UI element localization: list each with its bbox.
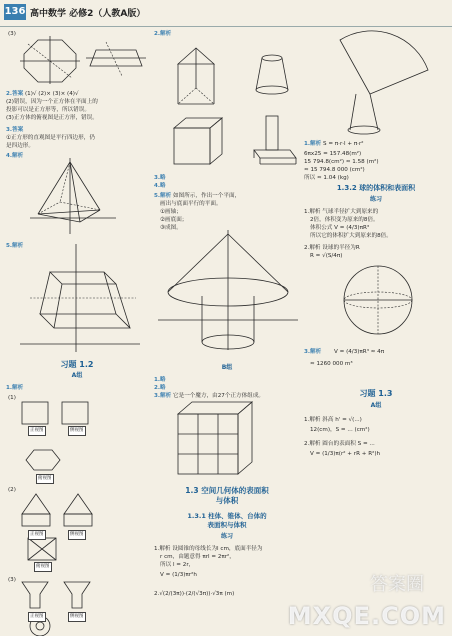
q5-text-3: ①画轴； bbox=[160, 209, 182, 215]
cone-cylinder-figure bbox=[158, 230, 298, 360]
side-view-label-1: 侧视图 bbox=[68, 426, 86, 436]
p4-text: V = (1/3)πr²h bbox=[160, 572, 197, 578]
watermark-url: MXQE.COM bbox=[287, 602, 446, 630]
q4-label-c2: 4.略 bbox=[154, 183, 166, 189]
q2-answer: (1)√ (2)× (3)× (4)√ bbox=[25, 91, 79, 97]
q5-text-2: 画出与底面平行的平面。 bbox=[160, 201, 222, 207]
section-132: 1.3.2 球的体积和表面积 bbox=[336, 184, 416, 192]
c3-a1: 1.解析 斜高 h' = √(...) bbox=[304, 417, 362, 423]
q5-text-4: ②画底面； bbox=[160, 217, 188, 223]
prism-figure bbox=[170, 44, 230, 114]
book-title: 高中数学 必修2（人教A版） bbox=[30, 9, 146, 19]
q1-text5-c3: 所以 ≈ 1.04 (kg) bbox=[304, 175, 349, 181]
side-view-label-2: 侧视图 bbox=[68, 530, 86, 540]
rubiks-cube-figure bbox=[174, 398, 264, 478]
c3-p5: 2.解析 设球的半径为R bbox=[304, 245, 360, 251]
front-view-label-3: 正视图 bbox=[28, 612, 46, 622]
frustum-figure bbox=[20, 244, 140, 354]
c3-p1: 1.解析 气球半径扩大到原来的 bbox=[304, 209, 379, 215]
q3-answer-label: 3.答案 bbox=[6, 127, 24, 133]
q3-answer-1: ①正方形的直观图是平行四边形，仍 bbox=[6, 135, 95, 141]
views-set-3 bbox=[18, 578, 138, 636]
q3-label-c2: 3.略 bbox=[154, 175, 166, 181]
top-view-label-2: 俯视图 bbox=[34, 562, 52, 572]
top-view-label-1: 俯视图 bbox=[36, 474, 54, 484]
sub-3: (3) bbox=[8, 577, 16, 583]
column-left bbox=[6, 30, 148, 630]
sub-2: (2) bbox=[8, 487, 16, 493]
front-view-label-1: 正视图 bbox=[28, 426, 46, 436]
column-right bbox=[304, 30, 448, 630]
q4-label: 4.解析 bbox=[6, 153, 24, 159]
section-13: 1.3 空间几何体的表面积 bbox=[185, 486, 269, 495]
cup-figure bbox=[250, 50, 300, 100]
side-view-label-3: 侧视图 bbox=[68, 612, 86, 622]
q3-b-label: 3.解析 bbox=[154, 393, 172, 399]
c3-p8: V = (4/3)πR³ ≈ 4π bbox=[334, 349, 385, 355]
section-13b: 与体积 bbox=[215, 496, 239, 505]
c3-p2: 2倍，体积变为原来的8倍。 bbox=[310, 217, 379, 223]
c3-p6: R = √(S/4π) bbox=[310, 253, 343, 259]
q1-b: 1.略 bbox=[154, 377, 166, 383]
q2-b: 2.略 bbox=[154, 385, 166, 391]
group-a-13: A组 bbox=[370, 402, 382, 409]
q1-text-c3: S = π·r·l + π·r² bbox=[323, 141, 364, 147]
sector-cone-figure bbox=[310, 30, 440, 140]
q2-label-c2: 2.解析 bbox=[154, 31, 172, 37]
section-131: 1.3.1 柱体、锥体、台体的 bbox=[187, 512, 267, 520]
q1-label: 1.解析 bbox=[6, 385, 24, 391]
sphere-figure bbox=[334, 262, 424, 342]
q2-explain-3: (3)正方体的俯视图是正方形，错误。 bbox=[6, 115, 98, 121]
octagon-figure bbox=[20, 36, 80, 84]
c3-a4: V = (1/3)π(r² + rR + R²)h bbox=[310, 451, 381, 457]
watermark-logo: 答案圈 bbox=[370, 574, 424, 595]
q2-explain-2: 投影可以是正方形等，所以错误。 bbox=[6, 107, 90, 113]
practice-131: 练习 bbox=[220, 533, 233, 540]
q3-b-text: 它是一个魔方，由27个正方体组成。 bbox=[173, 393, 265, 399]
q1-text2-c3: 6πx25 = 157.48(m²) bbox=[304, 151, 362, 157]
page-number: 136 bbox=[4, 4, 26, 20]
group-b: B组 bbox=[221, 364, 233, 371]
c3-p3: 体积公式 V = (4/3)πR³ bbox=[310, 225, 370, 231]
cube-figure bbox=[170, 114, 230, 174]
p1-text: 1.解析 设圆锥的母线长为l cm，底面半径为 bbox=[154, 546, 263, 552]
q3-label: (3) bbox=[8, 31, 16, 37]
p2-text: r cm，由题意得 πrl = 2πr²， bbox=[160, 554, 235, 560]
q2-explain-1: (2)错误，因为一个正方体在平面上的 bbox=[6, 99, 98, 105]
c3-p7: 3.解析 bbox=[304, 349, 322, 355]
c3-p4: 所以它的体积扩大到原来的8倍。 bbox=[310, 233, 392, 239]
views-set-2 bbox=[18, 488, 138, 568]
q5-label-c2: 5.解析 bbox=[154, 193, 172, 199]
sub-1: (1) bbox=[8, 395, 16, 401]
pyramid-figure bbox=[30, 158, 120, 238]
front-view-label-2: 正视图 bbox=[28, 530, 46, 540]
q5-text-1: 如图所示，作出一个平面， bbox=[173, 193, 241, 199]
q5-text-5: ③成图。 bbox=[160, 225, 182, 231]
q2-answer-label: 2.答案 bbox=[6, 91, 24, 97]
q5-label: 5.解析 bbox=[6, 243, 24, 249]
exercise-title-13: 习题 1.3 bbox=[359, 389, 393, 398]
page-header bbox=[0, 0, 452, 27]
q3-answer-2: 是四边形。 bbox=[6, 143, 34, 149]
q1-text4-c3: ≈ 15 794.8 000 (cm²) bbox=[304, 167, 365, 173]
p5-text: 2.√(2/(3π))·(2/(√3π))·√3π (m) bbox=[154, 591, 235, 597]
q1-text3-c3: 15 794.8(cm²) ≈ 1.58 (m²) bbox=[304, 159, 379, 165]
column-middle bbox=[154, 30, 300, 630]
section-131b: 表面积与体积 bbox=[207, 521, 247, 529]
c3-a3: 2.解析 圆台的表面积 S = ... bbox=[304, 441, 375, 447]
group-a-12: A组 bbox=[71, 372, 83, 379]
q1-label-c3: 1.解析 bbox=[304, 141, 322, 147]
skew-figure bbox=[86, 40, 146, 80]
peg-figure bbox=[250, 112, 300, 172]
p3-text: 所以 l = 2r， bbox=[160, 562, 195, 568]
exercise-title-12: 习题 1.2 bbox=[60, 360, 94, 369]
c3-p9: ≈ 1260 000 m³ bbox=[310, 361, 353, 367]
practice-132: 练习 bbox=[369, 196, 382, 203]
c3-a2: 12(cm)，S = ... (cm²) bbox=[310, 427, 370, 433]
